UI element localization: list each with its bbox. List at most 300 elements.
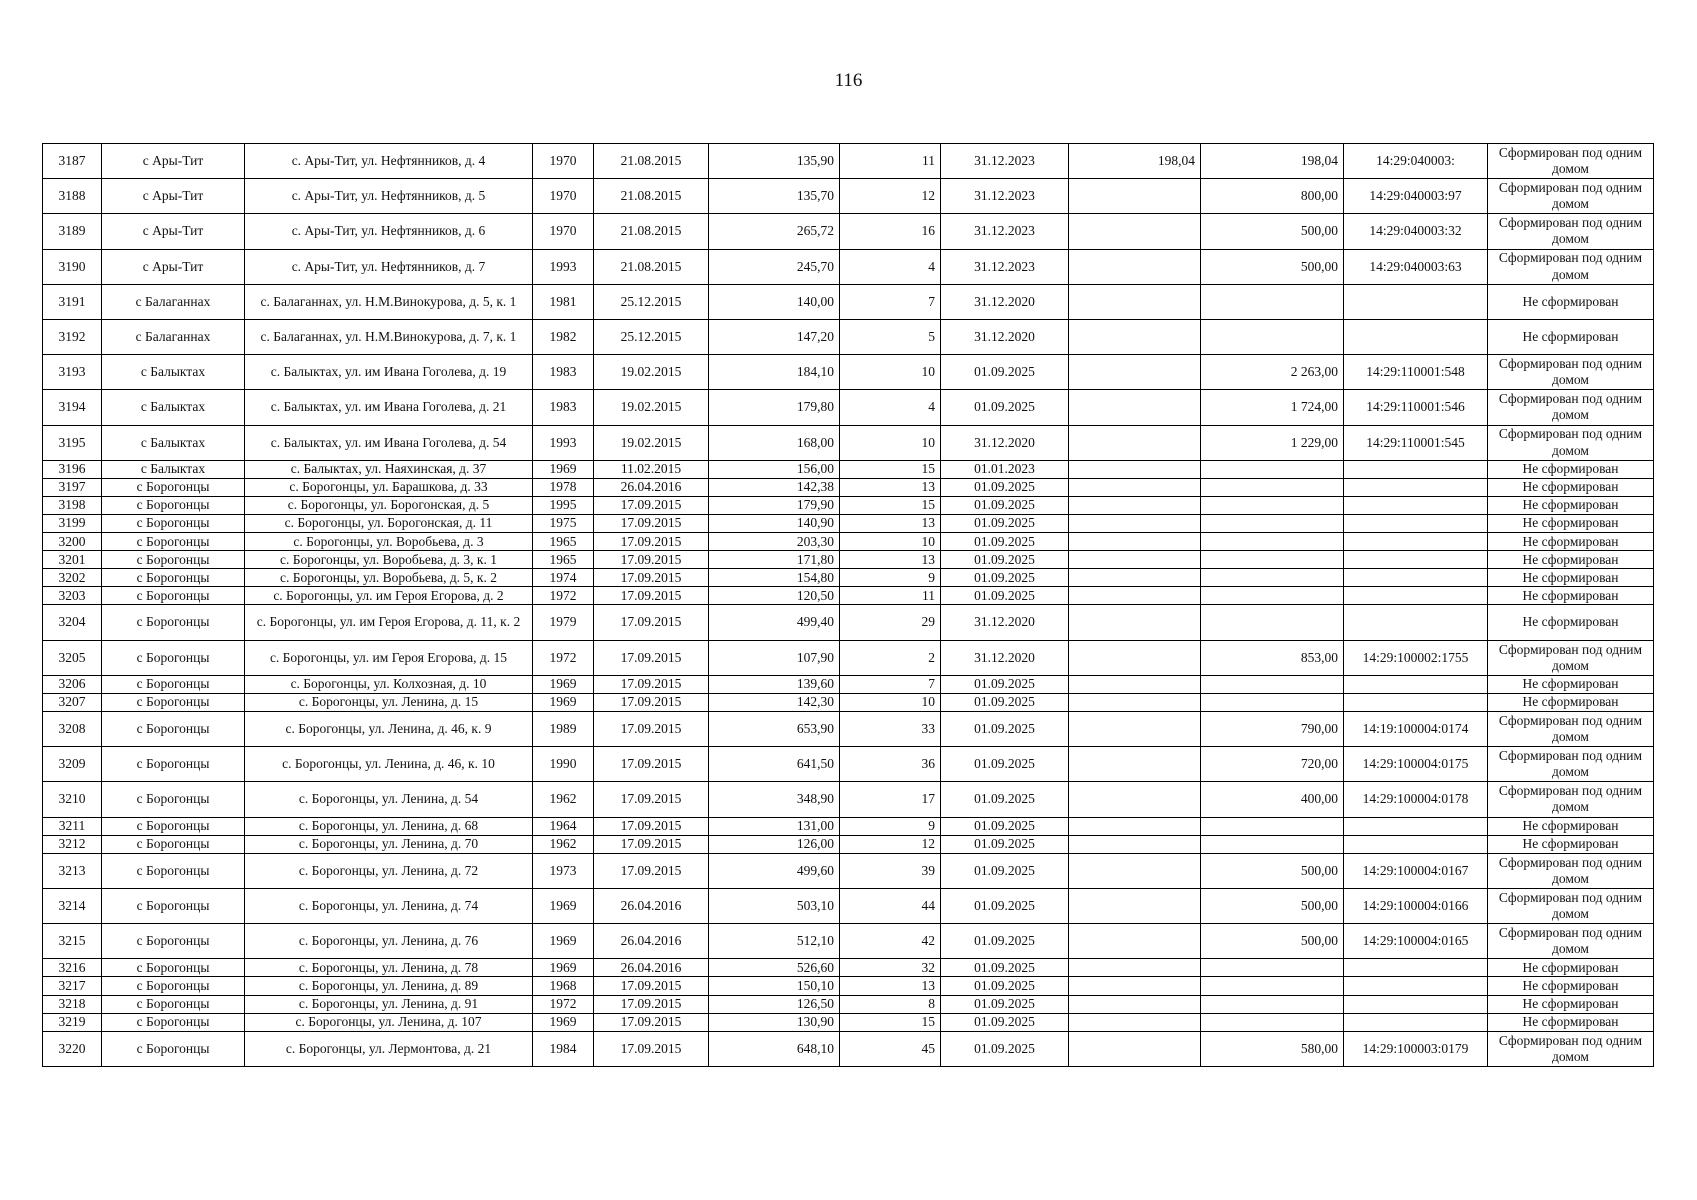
- resettlement-deadline-cell: 01.09.2025: [941, 569, 1069, 587]
- land-plot-area-cell: 800,00: [1201, 179, 1344, 214]
- inspection-date-cell: 21.08.2015: [594, 179, 709, 214]
- resettlement-deadline-cell: 01.09.2025: [941, 533, 1069, 551]
- settlement-cell: с Балаганнах: [102, 319, 245, 354]
- address-cell: с. Борогонцы, ул. Ленина, д. 72: [245, 853, 533, 888]
- living-area-cell: 641,50: [709, 747, 840, 782]
- cadastral-number-cell: [1344, 693, 1488, 711]
- cadastral-number-cell: [1344, 551, 1488, 569]
- row-number-cell: 3188: [43, 179, 102, 214]
- address-cell: с. Борогонцы, ул. Колхозная, д. 10: [245, 675, 533, 693]
- residents-count-cell: 13: [840, 478, 941, 496]
- row-number-cell: 3204: [43, 605, 102, 640]
- row-number-cell: 3209: [43, 747, 102, 782]
- cost-value-cell: [1069, 1013, 1201, 1031]
- build-year-cell: 1978: [533, 478, 594, 496]
- land-plot-area-cell: 400,00: [1201, 782, 1344, 817]
- resettlement-deadline-cell: 01.09.2025: [941, 782, 1069, 817]
- cadastral-number-cell: [1344, 995, 1488, 1013]
- cadastral-number-cell: 14:29:040003:: [1344, 144, 1488, 179]
- living-area-cell: 126,50: [709, 995, 840, 1013]
- cadastral-number-cell: 14:29:110001:548: [1344, 355, 1488, 390]
- resettlement-deadline-cell: 01.09.2025: [941, 888, 1069, 923]
- residents-count-cell: 15: [840, 460, 941, 478]
- living-area-cell: 179,80: [709, 390, 840, 425]
- build-year-cell: 1965: [533, 551, 594, 569]
- residents-count-cell: 5: [840, 319, 941, 354]
- land-plot-area-cell: [1201, 995, 1344, 1013]
- resettlement-deadline-cell: 01.09.2025: [941, 355, 1069, 390]
- land-plot-area-cell: 2 263,00: [1201, 355, 1344, 390]
- settlement-cell: с Борогонцы: [102, 1013, 245, 1031]
- table-row: [43, 179, 1654, 214]
- address-cell: с. Борогонцы, ул. Ленина, д. 68: [245, 817, 533, 835]
- residents-count-cell: 7: [840, 675, 941, 693]
- address-cell: с. Балыктах, ул. Наяхинская, д. 37: [245, 460, 533, 478]
- address-cell: с. Борогонцы, ул. Ленина, д. 74: [245, 888, 533, 923]
- row-number-cell: 3208: [43, 712, 102, 747]
- cost-value-cell: 198,04: [1069, 144, 1201, 179]
- address-cell: с. Борогонцы, ул. Воробьева, д. 5, к. 2: [245, 569, 533, 587]
- cadastral-number-cell: [1344, 496, 1488, 514]
- residents-count-cell: 44: [840, 888, 941, 923]
- settlement-cell: с Борогонцы: [102, 959, 245, 977]
- row-number-cell: 3210: [43, 782, 102, 817]
- settlement-cell: с Ары-Тит: [102, 144, 245, 179]
- build-year-cell: 1962: [533, 835, 594, 853]
- land-plot-area-cell: 500,00: [1201, 214, 1344, 249]
- address-cell: с. Ары-Тит, ул. Нефтянников, д. 7: [245, 249, 533, 284]
- address-cell: с. Борогонцы, ул. Барашкова, д. 33: [245, 478, 533, 496]
- land-plot-status-cell: Не сформирован: [1488, 977, 1654, 995]
- cost-value-cell: [1069, 533, 1201, 551]
- residents-count-cell: 13: [840, 977, 941, 995]
- cadastral-number-cell: 14:29:100004:0166: [1344, 888, 1488, 923]
- cadastral-number-cell: 14:29:110001:545: [1344, 425, 1488, 460]
- residents-count-cell: 29: [840, 605, 941, 640]
- land-plot-area-cell: [1201, 977, 1344, 995]
- living-area-cell: 179,90: [709, 496, 840, 514]
- land-plot-area-cell: [1201, 835, 1344, 853]
- residents-count-cell: 4: [840, 390, 941, 425]
- row-number-cell: 3196: [43, 460, 102, 478]
- inspection-date-cell: 26.04.2016: [594, 924, 709, 959]
- land-plot-status-cell: Не сформирован: [1488, 1013, 1654, 1031]
- settlement-cell: с Ары-Тит: [102, 214, 245, 249]
- inspection-date-cell: 17.09.2015: [594, 605, 709, 640]
- land-plot-area-cell: [1201, 605, 1344, 640]
- resettlement-deadline-cell: 01.09.2025: [941, 551, 1069, 569]
- residents-count-cell: 4: [840, 249, 941, 284]
- living-area-cell: 168,00: [709, 425, 840, 460]
- table-row: [43, 782, 1654, 817]
- settlement-cell: с Борогонцы: [102, 835, 245, 853]
- living-area-cell: 140,00: [709, 284, 840, 319]
- residents-count-cell: 8: [840, 995, 941, 1013]
- inspection-date-cell: 17.09.2015: [594, 587, 709, 605]
- living-area-cell: 171,80: [709, 551, 840, 569]
- row-number-cell: 3197: [43, 478, 102, 496]
- row-number-cell: 3214: [43, 888, 102, 923]
- build-year-cell: 1993: [533, 249, 594, 284]
- cadastral-number-cell: [1344, 835, 1488, 853]
- cadastral-number-cell: 14:29:100004:0175: [1344, 747, 1488, 782]
- build-year-cell: 1975: [533, 514, 594, 532]
- cadastral-number-cell: [1344, 460, 1488, 478]
- inspection-date-cell: 21.08.2015: [594, 214, 709, 249]
- land-plot-status-cell: Не сформирован: [1488, 675, 1654, 693]
- residents-count-cell: 12: [840, 835, 941, 853]
- row-number-cell: 3201: [43, 551, 102, 569]
- living-area-cell: 512,10: [709, 924, 840, 959]
- row-number-cell: 3202: [43, 569, 102, 587]
- land-plot-status-cell: Сформирован под одним домом: [1488, 640, 1654, 675]
- address-cell: с. Ары-Тит, ул. Нефтянников, д. 5: [245, 179, 533, 214]
- row-number-cell: 3203: [43, 587, 102, 605]
- build-year-cell: 1989: [533, 712, 594, 747]
- table-row: [43, 995, 1654, 1013]
- land-plot-area-cell: [1201, 319, 1344, 354]
- table-row: [43, 817, 1654, 835]
- land-plot-area-cell: 1 229,00: [1201, 425, 1344, 460]
- land-plot-area-cell: [1201, 587, 1344, 605]
- living-area-cell: 120,50: [709, 587, 840, 605]
- build-year-cell: 1969: [533, 924, 594, 959]
- living-area-cell: 526,60: [709, 959, 840, 977]
- residents-count-cell: 12: [840, 179, 941, 214]
- land-plot-status-cell: Не сформирован: [1488, 460, 1654, 478]
- cost-value-cell: [1069, 959, 1201, 977]
- settlement-cell: с Борогонцы: [102, 693, 245, 711]
- resettlement-deadline-cell: 31.12.2020: [941, 319, 1069, 354]
- settlement-cell: с Балаганнах: [102, 284, 245, 319]
- cost-value-cell: [1069, 249, 1201, 284]
- cost-value-cell: [1069, 214, 1201, 249]
- cost-value-cell: [1069, 355, 1201, 390]
- cadastral-number-cell: 14:29:100004:0165: [1344, 924, 1488, 959]
- resettlement-deadline-cell: 01.09.2025: [941, 835, 1069, 853]
- cadastral-number-cell: 14:29:110001:546: [1344, 390, 1488, 425]
- living-area-cell: 184,10: [709, 355, 840, 390]
- cost-value-cell: [1069, 747, 1201, 782]
- living-area-cell: 142,30: [709, 693, 840, 711]
- inspection-date-cell: 19.02.2015: [594, 425, 709, 460]
- row-number-cell: 3190: [43, 249, 102, 284]
- inspection-date-cell: 21.08.2015: [594, 249, 709, 284]
- land-plot-status-cell: Не сформирован: [1488, 551, 1654, 569]
- land-plot-status-cell: Сформирован под одним домом: [1488, 853, 1654, 888]
- residents-count-cell: 15: [840, 496, 941, 514]
- cost-value-cell: [1069, 284, 1201, 319]
- row-number-cell: 3216: [43, 959, 102, 977]
- residents-count-cell: 10: [840, 355, 941, 390]
- inspection-date-cell: 17.09.2015: [594, 853, 709, 888]
- build-year-cell: 1993: [533, 425, 594, 460]
- cost-value-cell: [1069, 460, 1201, 478]
- resettlement-deadline-cell: 31.12.2023: [941, 144, 1069, 179]
- living-area-cell: 265,72: [709, 214, 840, 249]
- address-cell: с. Борогонцы, ул. Воробьева, д. 3, к. 1: [245, 551, 533, 569]
- inspection-date-cell: 17.09.2015: [594, 533, 709, 551]
- build-year-cell: 1983: [533, 355, 594, 390]
- cadastral-number-cell: 14:29:040003:97: [1344, 179, 1488, 214]
- land-plot-area-cell: 500,00: [1201, 924, 1344, 959]
- land-plot-area-cell: [1201, 551, 1344, 569]
- resettlement-deadline-cell: 01.09.2025: [941, 977, 1069, 995]
- cost-value-cell: [1069, 782, 1201, 817]
- row-number-cell: 3206: [43, 675, 102, 693]
- cost-value-cell: [1069, 569, 1201, 587]
- build-year-cell: 1995: [533, 496, 594, 514]
- resettlement-deadline-cell: 31.12.2023: [941, 179, 1069, 214]
- cadastral-number-cell: [1344, 284, 1488, 319]
- cadastral-number-cell: [1344, 977, 1488, 995]
- build-year-cell: 1970: [533, 214, 594, 249]
- settlement-cell: с Борогонцы: [102, 817, 245, 835]
- table-row: [43, 747, 1654, 782]
- table-row: [43, 924, 1654, 959]
- inspection-date-cell: 17.09.2015: [594, 782, 709, 817]
- table-row: [43, 390, 1654, 425]
- cadastral-number-cell: [1344, 675, 1488, 693]
- land-plot-area-cell: [1201, 514, 1344, 532]
- cadastral-number-cell: 14:29:100002:1755: [1344, 640, 1488, 675]
- living-area-cell: 499,40: [709, 605, 840, 640]
- residents-count-cell: 32: [840, 959, 941, 977]
- land-plot-area-cell: 500,00: [1201, 888, 1344, 923]
- settlement-cell: с Ары-Тит: [102, 249, 245, 284]
- settlement-cell: с Борогонцы: [102, 640, 245, 675]
- inspection-date-cell: 17.09.2015: [594, 712, 709, 747]
- land-plot-status-cell: Не сформирован: [1488, 817, 1654, 835]
- inspection-date-cell: 17.09.2015: [594, 551, 709, 569]
- inspection-date-cell: 26.04.2016: [594, 959, 709, 977]
- address-cell: с. Борогонцы, ул. Ленина, д. 89: [245, 977, 533, 995]
- build-year-cell: 1970: [533, 144, 594, 179]
- cost-value-cell: [1069, 319, 1201, 354]
- inspection-date-cell: 17.09.2015: [594, 995, 709, 1013]
- land-plot-area-cell: [1201, 1013, 1344, 1031]
- residents-count-cell: 39: [840, 853, 941, 888]
- land-plot-status-cell: Сформирован под одним домом: [1488, 249, 1654, 284]
- build-year-cell: 1969: [533, 693, 594, 711]
- address-cell: с. Борогонцы, ул. им Героя Егорова, д. 2: [245, 587, 533, 605]
- address-cell: с. Ары-Тит, ул. Нефтянников, д. 4: [245, 144, 533, 179]
- address-cell: с. Балыктах, ул. им Ивана Гоголева, д. 19: [245, 355, 533, 390]
- land-plot-status-cell: Не сформирован: [1488, 319, 1654, 354]
- residents-count-cell: 13: [840, 514, 941, 532]
- build-year-cell: 1979: [533, 605, 594, 640]
- address-cell: с. Борогонцы, ул. Борогонская, д. 5: [245, 496, 533, 514]
- cost-value-cell: [1069, 712, 1201, 747]
- table-row: [43, 514, 1654, 532]
- row-number-cell: 3192: [43, 319, 102, 354]
- row-number-cell: 3194: [43, 390, 102, 425]
- cost-value-cell: [1069, 1031, 1201, 1066]
- table-row: [43, 533, 1654, 551]
- resettlement-deadline-cell: 01.09.2025: [941, 514, 1069, 532]
- inspection-date-cell: 26.04.2016: [594, 888, 709, 923]
- page-number: 116: [834, 70, 863, 91]
- land-plot-area-cell: 580,00: [1201, 1031, 1344, 1066]
- living-area-cell: 139,60: [709, 675, 840, 693]
- address-cell: с. Балыктах, ул. им Ивана Гоголева, д. 54: [245, 425, 533, 460]
- cost-value-cell: [1069, 977, 1201, 995]
- resettlement-deadline-cell: 01.09.2025: [941, 959, 1069, 977]
- address-cell: с. Борогонцы, ул. Ленина, д. 107: [245, 1013, 533, 1031]
- table-row: [43, 319, 1654, 354]
- settlement-cell: с Борогонцы: [102, 712, 245, 747]
- land-plot-status-cell: Не сформирован: [1488, 514, 1654, 532]
- table-row: [43, 460, 1654, 478]
- row-number-cell: 3191: [43, 284, 102, 319]
- cost-value-cell: [1069, 995, 1201, 1013]
- land-plot-status-cell: Не сформирован: [1488, 569, 1654, 587]
- residents-count-cell: 9: [840, 817, 941, 835]
- build-year-cell: 1970: [533, 179, 594, 214]
- resettlement-deadline-cell: 31.12.2023: [941, 249, 1069, 284]
- settlement-cell: с Борогонцы: [102, 782, 245, 817]
- living-area-cell: 142,38: [709, 478, 840, 496]
- resettlement-deadline-cell: 01.09.2025: [941, 747, 1069, 782]
- land-plot-area-cell: [1201, 478, 1344, 496]
- inspection-date-cell: 17.09.2015: [594, 569, 709, 587]
- address-cell: с. Борогонцы, ул. Ленина, д. 76: [245, 924, 533, 959]
- living-area-cell: 126,00: [709, 835, 840, 853]
- inspection-date-cell: 17.09.2015: [594, 1013, 709, 1031]
- table-row: [43, 712, 1654, 747]
- inspection-date-cell: 11.02.2015: [594, 460, 709, 478]
- residents-count-cell: 16: [840, 214, 941, 249]
- living-area-cell: 348,90: [709, 782, 840, 817]
- land-plot-status-cell: Сформирован под одним домом: [1488, 888, 1654, 923]
- row-number-cell: 3211: [43, 817, 102, 835]
- living-area-cell: 150,10: [709, 977, 840, 995]
- resettlement-deadline-cell: 01.09.2025: [941, 1031, 1069, 1066]
- address-cell: с. Борогонцы, ул. Борогонская, д. 11: [245, 514, 533, 532]
- resettlement-deadline-cell: 31.12.2020: [941, 284, 1069, 319]
- living-area-cell: 154,80: [709, 569, 840, 587]
- settlement-cell: с Балыктах: [102, 355, 245, 390]
- resettlement-deadline-cell: 01.09.2025: [941, 693, 1069, 711]
- living-area-cell: 130,90: [709, 1013, 840, 1031]
- residents-count-cell: 10: [840, 425, 941, 460]
- living-area-cell: 135,70: [709, 179, 840, 214]
- cadastral-number-cell: 14:29:040003:32: [1344, 214, 1488, 249]
- settlement-cell: с Борогонцы: [102, 888, 245, 923]
- land-plot-status-cell: Не сформирован: [1488, 284, 1654, 319]
- land-plot-status-cell: Сформирован под одним домом: [1488, 390, 1654, 425]
- land-plot-area-cell: [1201, 284, 1344, 319]
- settlement-cell: с Борогонцы: [102, 924, 245, 959]
- row-number-cell: 3213: [43, 853, 102, 888]
- land-plot-status-cell: Не сформирован: [1488, 587, 1654, 605]
- build-year-cell: 1964: [533, 817, 594, 835]
- table-row: [43, 355, 1654, 390]
- settlement-cell: с Балыктах: [102, 390, 245, 425]
- cost-value-cell: [1069, 605, 1201, 640]
- inspection-date-cell: 17.09.2015: [594, 693, 709, 711]
- address-cell: с. Борогонцы, ул. им Героя Егорова, д. 15: [245, 640, 533, 675]
- cost-value-cell: [1069, 551, 1201, 569]
- inspection-date-cell: 19.02.2015: [594, 390, 709, 425]
- inspection-date-cell: 17.09.2015: [594, 514, 709, 532]
- table-row: [43, 605, 1654, 640]
- land-plot-status-cell: Не сформирован: [1488, 478, 1654, 496]
- settlement-cell: с Борогонцы: [102, 675, 245, 693]
- inspection-date-cell: 26.04.2016: [594, 478, 709, 496]
- inspection-date-cell: 17.09.2015: [594, 817, 709, 835]
- address-cell: с. Борогонцы, ул. им Героя Егорова, д. 11, к. 2: [245, 605, 533, 640]
- cost-value-cell: [1069, 640, 1201, 675]
- land-plot-status-cell: Сформирован под одним домом: [1488, 1031, 1654, 1066]
- row-number-cell: 3195: [43, 425, 102, 460]
- cadastral-number-cell: [1344, 1013, 1488, 1031]
- table-row: [43, 959, 1654, 977]
- cadastral-number-cell: [1344, 959, 1488, 977]
- living-area-cell: 131,00: [709, 817, 840, 835]
- land-plot-status-cell: Не сформирован: [1488, 533, 1654, 551]
- address-cell: с. Ары-Тит, ул. Нефтянников, д. 6: [245, 214, 533, 249]
- table-row: [43, 496, 1654, 514]
- cadastral-number-cell: [1344, 514, 1488, 532]
- row-number-cell: 3189: [43, 214, 102, 249]
- settlement-cell: с Ары-Тит: [102, 179, 245, 214]
- land-plot-area-cell: 853,00: [1201, 640, 1344, 675]
- cadastral-number-cell: [1344, 478, 1488, 496]
- inspection-date-cell: 25.12.2015: [594, 319, 709, 354]
- table-row: [43, 284, 1654, 319]
- resettlement-deadline-cell: 31.12.2020: [941, 605, 1069, 640]
- residents-count-cell: 7: [840, 284, 941, 319]
- land-plot-area-cell: [1201, 569, 1344, 587]
- build-year-cell: 1969: [533, 460, 594, 478]
- living-area-cell: 147,20: [709, 319, 840, 354]
- living-area-cell: 135,90: [709, 144, 840, 179]
- table-row: [43, 569, 1654, 587]
- residents-count-cell: 45: [840, 1031, 941, 1066]
- row-number-cell: 3199: [43, 514, 102, 532]
- cost-value-cell: [1069, 179, 1201, 214]
- land-plot-area-cell: [1201, 693, 1344, 711]
- resettlement-deadline-cell: 01.09.2025: [941, 995, 1069, 1013]
- inspection-date-cell: 25.12.2015: [594, 284, 709, 319]
- resettlement-deadline-cell: 31.12.2023: [941, 214, 1069, 249]
- table-row: [43, 214, 1654, 249]
- build-year-cell: 1982: [533, 319, 594, 354]
- cost-value-cell: [1069, 514, 1201, 532]
- cost-value-cell: [1069, 853, 1201, 888]
- build-year-cell: 1969: [533, 959, 594, 977]
- land-plot-status-cell: Сформирован под одним домом: [1488, 214, 1654, 249]
- land-plot-status-cell: Не сформирован: [1488, 959, 1654, 977]
- land-plot-area-cell: 1 724,00: [1201, 390, 1344, 425]
- cadastral-number-cell: [1344, 533, 1488, 551]
- address-cell: с. Борогонцы, ул. Ленина, д. 91: [245, 995, 533, 1013]
- table-row: [43, 551, 1654, 569]
- row-number-cell: 3220: [43, 1031, 102, 1066]
- residents-count-cell: 42: [840, 924, 941, 959]
- settlement-cell: с Борогонцы: [102, 1031, 245, 1066]
- table-row: [43, 888, 1654, 923]
- build-year-cell: 1969: [533, 675, 594, 693]
- address-cell: с. Балаганнах, ул. Н.М.Винокурова, д. 7, к. 1: [245, 319, 533, 354]
- table-row: [43, 587, 1654, 605]
- row-number-cell: 3200: [43, 533, 102, 551]
- inspection-date-cell: 17.09.2015: [594, 977, 709, 995]
- land-plot-area-cell: [1201, 533, 1344, 551]
- address-cell: с. Борогонцы, ул. Ленина, д. 46, к. 10: [245, 747, 533, 782]
- land-plot-area-cell: 500,00: [1201, 249, 1344, 284]
